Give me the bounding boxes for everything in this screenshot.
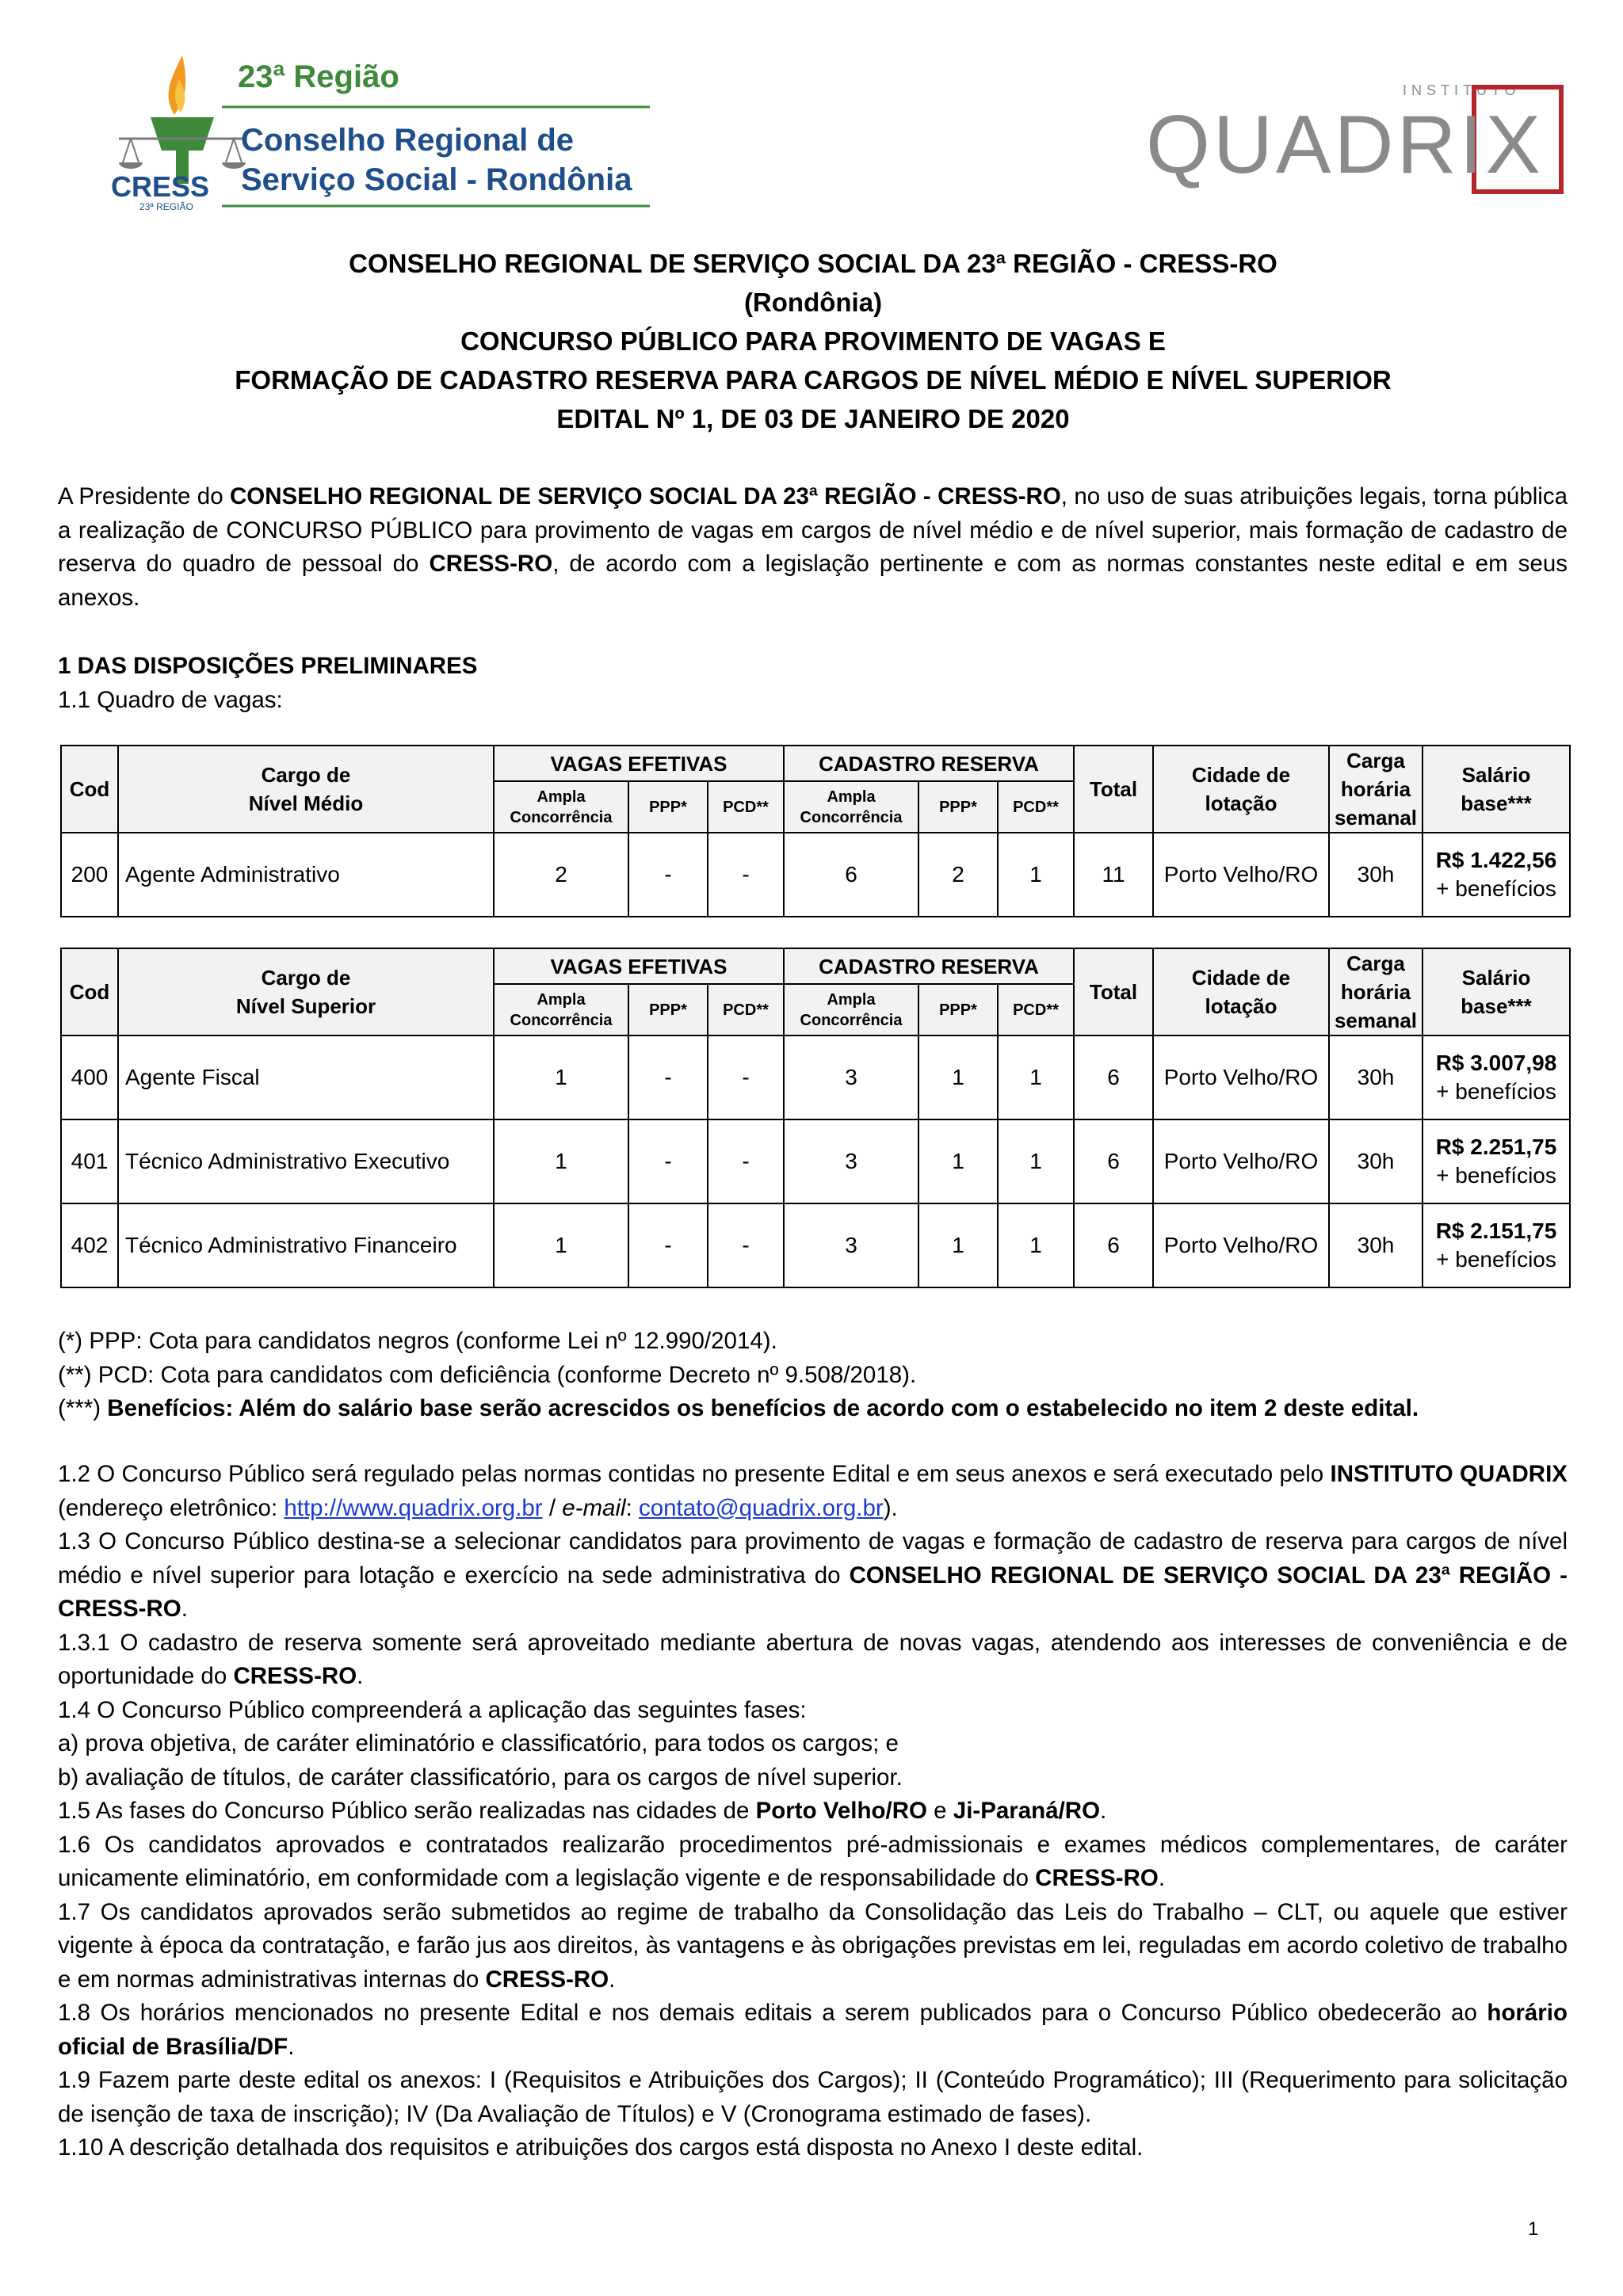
cell-salario: R$ 1.422,56 + benefícios	[1423, 833, 1570, 917]
cell-ve-ampla: 1	[494, 1035, 628, 1119]
cell-ve-ampla: 1	[494, 1203, 628, 1287]
cell-cidade: Porto Velho/RO	[1153, 1203, 1329, 1287]
cell-ve-ampla: 2	[494, 833, 628, 917]
cell-cr-pcd: 1	[998, 1203, 1074, 1287]
cell-total: 6	[1074, 1203, 1153, 1287]
cell-ve-ppp: -	[628, 1035, 708, 1119]
header-carga: Carga horária semanal	[1329, 948, 1423, 1035]
header-ve-ppp: PPP*	[628, 984, 708, 1035]
cell-cr-ppp: 1	[918, 1119, 998, 1203]
cell-ve-ppp: -	[628, 1203, 708, 1287]
cress-name-line1: Conselho Regional de	[241, 123, 575, 158]
cell-total: 6	[1074, 1119, 1153, 1203]
section-1-heading	[58, 650, 1568, 717]
item-1-2: 1.2 O Concurso Público será regulado pelas normas contidas no presente Edital e em seus anexos e será executado pelo INSTITUTO QUADRIX (endereço eletrônico: http://www.quadrix.org.br / e-mail: contato@quadrix.org.br).	[58, 1461, 1568, 1521]
header-cidade: Cidade de lotação	[1153, 948, 1329, 1035]
cress-region: 23ª Região	[238, 59, 399, 94]
header-cr-ampla: Ampla Concorrência	[784, 781, 918, 833]
table-row	[61, 1119, 1570, 1203]
quadrix-logo	[1141, 71, 1569, 198]
item-1-6: 1.6 Os candidatos aprovados e contratados realizarão procedimentos pré-admissionais e exames médicos complementares, de caráter unicamente eliminatório, em conformidade com a legislação vigente e de responsabilidade do CRESS-RO.	[58, 1831, 1568, 1891]
item-1-9: 1.9 Fazem parte deste edital os anexos: I (Requisitos e Atribuições dos Cargos); II (Conteúdo Programático); III (Requerimento para solicitação de isenção de taxa de inscrição); IV (Da Avaliação de Títulos) e V (Cronograma estimado de fases).	[58, 2067, 1568, 2127]
table-row	[61, 1035, 1570, 1119]
cell-ve-ampla: 1	[494, 1119, 628, 1203]
cell-cr-ppp: 1	[918, 1203, 998, 1287]
item-1-10: 1.10 A descrição detalhada dos requisitos e atribuições dos cargos está disposta no Anexo I deste edital.	[58, 2134, 1144, 2161]
cell-cr-pcd: 1	[998, 1035, 1074, 1119]
cell-carga: 30h	[1329, 1119, 1423, 1203]
header-salario: Salário base***	[1423, 746, 1570, 833]
header-cod: Cod	[61, 948, 118, 1035]
table-nivel-medio	[60, 745, 1571, 917]
cell-ve-pcd: -	[708, 1035, 784, 1119]
cell-cr-ampla: 6	[784, 833, 918, 917]
item-1-4: 1.4 O Concurso Público compreenderá a aplicação das seguintes fases:	[58, 1696, 807, 1723]
document-title	[60, 244, 1566, 438]
header-vagas-efetivas: VAGAS EFETIVAS	[494, 948, 784, 984]
cell-ve-ppp: -	[628, 1119, 708, 1203]
header-ve-pcd: PCD**	[708, 984, 784, 1035]
quadrix-email-link[interactable]: contato@quadrix.org.br	[638, 1494, 884, 1521]
header-cadastro-reserva: CADASTRO RESERVA	[784, 948, 1074, 984]
note-pcd: (**) PCD: Cota para candidatos com deficiência (conforme Decreto nº 9.508/2018).	[58, 1361, 917, 1388]
cell-cidade: Porto Velho/RO	[1153, 1119, 1329, 1203]
title-line-4: FORMAÇÃO DE CADASTRO RESERVA PARA CARGOS DE NÍVEL MÉDIO E NÍVEL SUPERIOR	[235, 365, 1392, 395]
cress-name-line2: Serviço Social - Rondônia	[241, 162, 632, 197]
item-1-5: 1.5 As fases do Concurso Público serão realizadas nas cidades de Porto Velho/RO e Ji-Paraná/RO.	[58, 1798, 1107, 1824]
cress-acronym-sub: 23ª REGIÃO	[139, 201, 193, 212]
header-vagas-efetivas: VAGAS EFETIVAS	[494, 746, 784, 781]
cell-cr-ppp: 2	[918, 833, 998, 917]
header-total: Total	[1074, 746, 1153, 833]
cell-cargo: Técnico Administrativo Financeiro	[118, 1203, 494, 1287]
intro-text-a: A Presidente do	[58, 483, 230, 509]
table-row	[61, 1203, 1570, 1287]
intro-paragraph	[58, 480, 1568, 615]
cell-ve-pcd: -	[708, 1119, 784, 1203]
note-ppp: (*) PPP: Cota para candidatos negros (conforme Lei nº 12.990/2014).	[58, 1328, 777, 1354]
item-1-3-1: 1.3.1 O cadastro de reserva somente será aproveitado mediante abertura de novas vagas, atendendo aos interesses de conveniência e de oportunidade do CRESS-RO.	[58, 1629, 1568, 1689]
cell-ve-pcd: -	[708, 833, 784, 917]
cell-cod: 200	[61, 833, 118, 917]
intro-text-b: CONSELHO REGIONAL DE SERVIÇO SOCIAL DA 23ª REGIÃO - CRESS-RO	[229, 483, 1061, 509]
intro-text-e: , de acordo com a legislação pertinente e com as normas constantes neste edital e em seus anexos.	[58, 551, 1568, 611]
cell-cr-ampla: 3	[784, 1203, 918, 1287]
cell-cidade: Porto Velho/RO	[1153, 833, 1329, 917]
header-cod: Cod	[61, 746, 118, 833]
header-ve-ppp: PPP*	[628, 781, 708, 833]
note-beneficios: (***) Benefícios: Além do salário base serão acrescidos os benefícios de acordo com o estabelecido no item 2 deste edital.	[58, 1395, 1419, 1421]
cell-ve-ppp: -	[628, 833, 708, 917]
item-1-8: 1.8 Os horários mencionados no presente Edital e nos demais editais a serem publicados para o Concurso Público obedecerão ao horário oficial de Brasília/DF.	[58, 2000, 1568, 2060]
cell-cargo: Agente Fiscal	[118, 1035, 494, 1119]
cell-cod: 402	[61, 1203, 118, 1287]
cell-cr-pcd: 1	[998, 1119, 1074, 1203]
section-subtitle: 1.1 Quadro de vagas:	[58, 686, 283, 713]
page-number: 1	[1528, 2218, 1539, 2240]
item-1-4-b: b) avaliação de títulos, de caráter classificatório, para os cargos de nível superior.	[58, 1764, 903, 1791]
title-line-1: CONSELHO REGIONAL DE SERVIÇO SOCIAL DA 23ª REGIÃO - CRESS-RO	[349, 249, 1277, 278]
intro-text-d: CRESS-RO	[429, 551, 553, 577]
item-1-7: 1.7 Os candidatos aprovados serão submetidos ao regime de trabalho da Consolidação das Leis do Trabalho – CLT, ou aquele que estiver vigente à época da contratação, e farão jus aos direitos, às vantagens e às obrigações previstas em lei, reguladas em acordo coletivo de trabalho e em normas administrativas internas do CRESS-RO.	[58, 1898, 1568, 1993]
cell-cr-ampla: 3	[784, 1035, 918, 1119]
header-cr-ppp: PPP*	[918, 781, 998, 833]
cell-salario: R$ 2.151,75 + benefícios	[1423, 1203, 1570, 1287]
cell-carga: 30h	[1329, 1035, 1423, 1119]
header-cidade: Cidade de lotação	[1153, 746, 1329, 833]
header-ve-ampla: Ampla Concorrência	[494, 781, 628, 833]
table-row	[61, 833, 1570, 917]
header-cadastro-reserva: CADASTRO RESERVA	[784, 746, 1074, 781]
header-cr-pcd: PCD**	[998, 984, 1074, 1035]
cell-cr-ampla: 3	[784, 1119, 918, 1203]
cell-salario: R$ 3.007,98 + benefícios	[1423, 1035, 1570, 1119]
header-total: Total	[1074, 948, 1153, 1035]
quadrix-website-link[interactable]: http://www.quadrix.org.br	[284, 1494, 543, 1521]
header-cargo: Cargo de Nível Superior	[118, 948, 494, 1035]
cress-acronym: CRESS	[111, 170, 210, 203]
header-ve-ampla: Ampla Concorrência	[494, 984, 628, 1035]
title-line-5: EDITAL Nº 1, DE 03 DE JANEIRO DE 2020	[556, 404, 1070, 433]
intro-text-c: , no uso de suas atribuições legais, torna pública a realização de CONCURSO PÚBLICO para provimento de vagas em cargos de nível médio e de nível superior, mais formação de cadastro de reserva do quadro de pessoal do	[58, 483, 1568, 577]
cell-cidade: Porto Velho/RO	[1153, 1035, 1329, 1119]
cell-salario: R$ 2.251,75 + benefícios	[1423, 1119, 1570, 1203]
cell-carga: 30h	[1329, 1203, 1423, 1287]
header-carga: Carga horária semanal	[1329, 746, 1423, 833]
header-salario: Salário base***	[1423, 948, 1570, 1035]
cell-cargo: Agente Administrativo	[118, 833, 494, 917]
header-cr-pcd: PCD**	[998, 781, 1074, 833]
header-cargo: Cargo de Nível Médio	[118, 746, 494, 833]
table-nivel-superior	[60, 948, 1571, 1288]
cell-cod: 401	[61, 1119, 118, 1203]
section-title: 1 DAS DISPOSIÇÕES PRELIMINARES	[58, 653, 478, 679]
item-1-3: 1.3 O Concurso Público destina-se a selecionar candidatos para provimento de vagas e formação de cadastro de reserva para cargos de nível médio e nível superior para lotação e exercício na sede administrativa do CONSELHO REGIONAL DE SERVIÇO SOCIAL DA 23ª REGIÃO - CRESS-RO.	[58, 1528, 1568, 1622]
cell-cod: 400	[61, 1035, 118, 1119]
header-cr-ampla: Ampla Concorrência	[784, 984, 918, 1035]
header-ve-pcd: PCD**	[708, 781, 784, 833]
quadrix-instituto: INSTITUTO	[1403, 82, 1521, 98]
cell-cr-ppp: 1	[918, 1035, 998, 1119]
quadrix-name: QUADRIX	[1146, 99, 1544, 191]
cell-cr-pcd: 1	[998, 833, 1074, 917]
title-line-2: (Rondônia)	[743, 288, 883, 317]
table-notes	[58, 1325, 1568, 1426]
item-1-4-a: a) prova objetiva, de caráter eliminatório e classificatório, para todos os cargos; e	[58, 1730, 899, 1756]
header-cr-ppp: PPP*	[918, 984, 998, 1035]
title-line-3: CONCURSO PÚBLICO PARA PROVIMENTO DE VAGAS E	[460, 326, 1166, 356]
cell-cargo: Técnico Administrativo Executivo	[118, 1119, 494, 1203]
cell-ve-pcd: -	[708, 1203, 784, 1287]
cell-total: 6	[1074, 1035, 1153, 1119]
cell-total: 11	[1074, 833, 1153, 917]
items-section	[58, 1458, 1568, 2165]
cress-logo	[63, 48, 666, 214]
cell-carga: 30h	[1329, 833, 1423, 917]
